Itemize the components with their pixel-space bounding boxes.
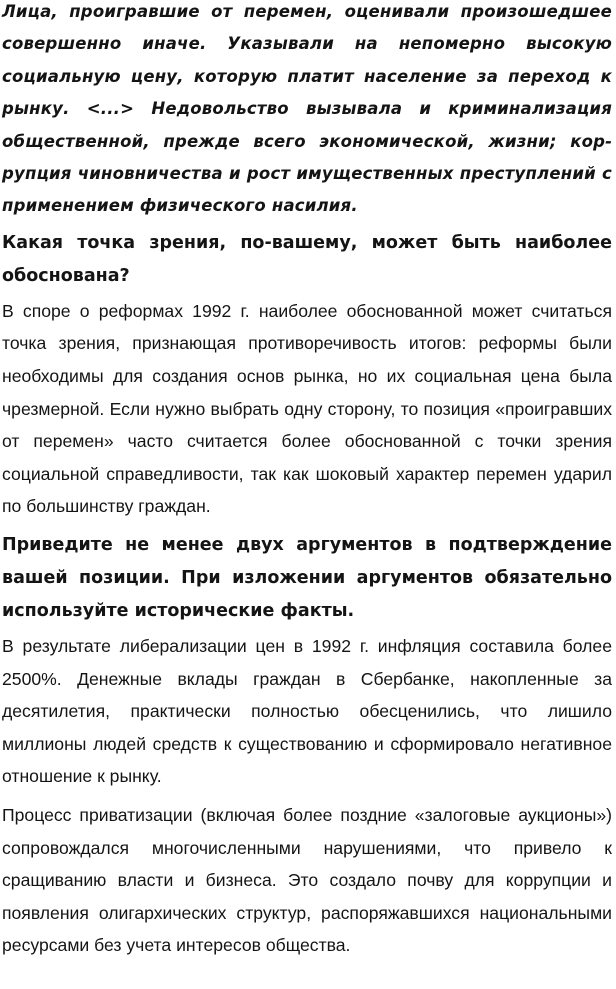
answer-viewpoint: В споре о реформах 1992 г. наиболее обоснованной может считаться точка зрения, признающая противоречивость итогов: реформы были необходимы для создания основ рынка, но их социальная цена была чрезмерной. Если нужно выбрать одну сторону, то позиция «проигравших от перемен» часто считается более обоснованной с точки зрения социальной справедливости, так как шоковый характер перемен ударил по большинству граждан.	[2, 300, 612, 517]
question-arguments: Приведите не менее двух аргументов в подтверждение вашей позиции. При изложении аргументов обязательно используйте исторические факты.	[2, 535, 612, 621]
document-page	[2, 0, 612, 962]
argument-inflation: В результате либерализации цен в 1992 г. инфляция составила более 2500%. Денежные вклады граждан в Сбербанке, накопленные за десятилетия, практически полностью обесценились, что лишило миллионы людей средств к существованию и сформировало негативное отношение к рынку.	[2, 636, 612, 787]
question-viewpoint: Какая точка зрения, по-вашему, может быть наиболее обоснована?	[2, 232, 612, 286]
source-quote: Лица, проигравшие от перемен, оценивали произошедшее совершенно иначе. Указывали на непомерно высокую социальную цену, которую платит население за переход к рынку. <...> Недовольство вызывала и криминализация общественной, прежде всего экономической, жизни; коррупция чиновничества и рост имущественных преступлений с применением физического насилия.	[2, 2, 612, 216]
argument-privatization: Процесс приватизации (включая более поздние «залоговые аукционы») сопровождался многочисленными нарушениями, что привело к сращиванию власти и бизнеса. Это создало почву для коррупции и появления олигархических структур, распоряжавшихся национальными ресурсами без учета интересов общества.	[2, 804, 612, 956]
